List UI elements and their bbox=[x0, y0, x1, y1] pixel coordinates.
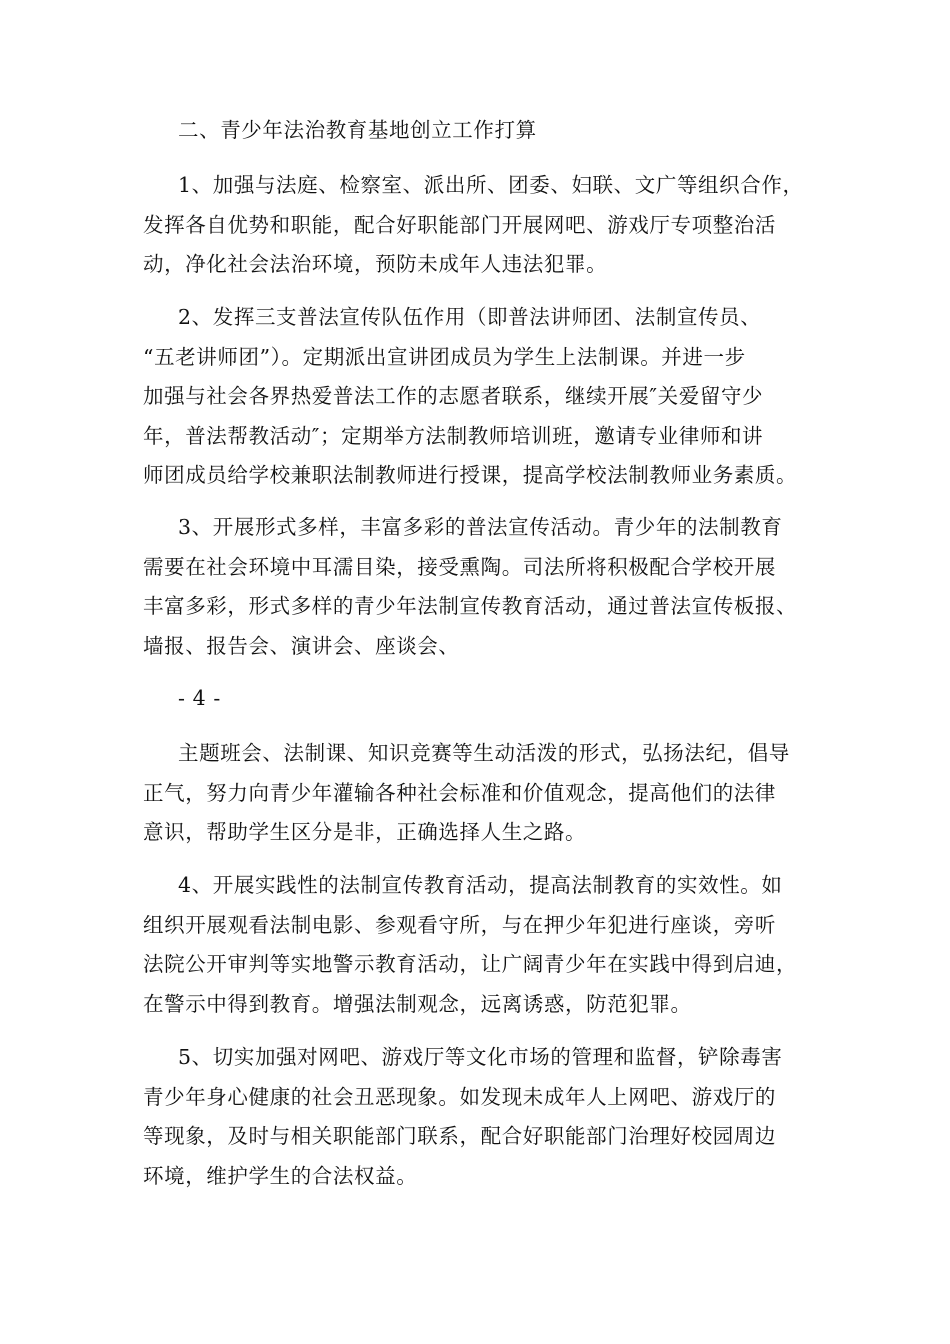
text-line: 意识，帮助学生区分是非，正确选择人生之路。 bbox=[143, 820, 587, 844]
page-number bbox=[143, 679, 833, 719]
text-line: 法院公开审判等实地警示教育活动，让广阔青少年在实践中得到启迪， bbox=[143, 952, 798, 976]
text-line: 2、发挥三支普法宣传队伍作用（即普法讲师团、法制宣传员、 bbox=[178, 305, 762, 329]
heading-text: 二、青少年法治教育基地创立工作打算 bbox=[178, 118, 537, 142]
text-line: 加强与社会各界热爱普法工作的志愿者联系，继续开展″关爱留守少 bbox=[143, 384, 764, 408]
paragraph-2 bbox=[143, 298, 833, 496]
text-line: 青少年身心健康的社会丑恶现象。如发现未成年人上网吧、游戏厅的 bbox=[143, 1084, 776, 1109]
text-line: 3、开展形式多样，丰富多彩的普法宣传活动。青少年的法制教育 bbox=[178, 515, 783, 539]
text-line: 组织开展观看法制电影、参观看守所，与在押少年犯进行座谈，旁听 bbox=[143, 912, 776, 937]
text-line: 主题班会、法制课、知识竞赛等生动活泼的形式，弘扬法纪，倡导 bbox=[178, 741, 790, 765]
text-line: 5、切实加强对网吧、游戏厅等文化市场的管理和监督，铲除毒害 bbox=[178, 1045, 783, 1069]
paragraph-3 bbox=[143, 508, 833, 666]
text-line: 1、加强与法庭、检察室、派出所、团委、妇联、文广等组织合作， bbox=[178, 173, 804, 197]
text-line: 等现象，及时与相关职能部门联系，配合好职能部门治理好校园周边 bbox=[143, 1124, 776, 1148]
text-line: 动，净化社会法治环境，预防未成年人违法犯罪。 bbox=[143, 252, 608, 276]
text-line: 环境，维护学生的合法权益。 bbox=[143, 1163, 418, 1188]
text-line: 墙报、报告会、演讲会、座谈会、 bbox=[143, 633, 460, 658]
section-heading bbox=[143, 111, 833, 151]
text-line: 正气，努力向青少年灌输各种社会标准和价值观念，提高他们的法律 bbox=[143, 780, 776, 805]
paragraph-1 bbox=[143, 166, 833, 285]
text-line: 丰富多彩，形式多样的青少年法制宣传教育活动，通过普法宣传板报、 bbox=[143, 594, 798, 618]
page-number-text: - 4 - bbox=[178, 686, 221, 710]
paragraph-4 bbox=[143, 866, 833, 1024]
text-line: 师团成员给学校兼职法制教师进行授课，提高学校法制教师业务素质。 bbox=[143, 463, 798, 487]
text-line: 需要在社会环境中耳濡目染，接受熏陶。司法所将积极配合学校开展 bbox=[143, 554, 776, 579]
text-line: 年，普法帮教活动″；定期举方法制教师培训班，邀请专业律师和讲 bbox=[143, 423, 764, 448]
paragraph-5 bbox=[143, 1038, 833, 1196]
text-line: 发挥各自优势和职能，配合好职能部门开展网吧、游戏厅专项整治活 bbox=[143, 212, 776, 237]
text-line: “五老讲师团”）。定期派出宣讲团成员为学生上法制课。并进一步 bbox=[143, 344, 746, 369]
text-line: 4、开展实践性的法制宣传教育活动，提高法制教育的实效性。如 bbox=[178, 873, 783, 897]
paragraph-3-continued bbox=[143, 734, 833, 853]
text-line: 在警示中得到教育。增强法制观念，远离诱惑，防范犯罪。 bbox=[143, 991, 692, 1016]
